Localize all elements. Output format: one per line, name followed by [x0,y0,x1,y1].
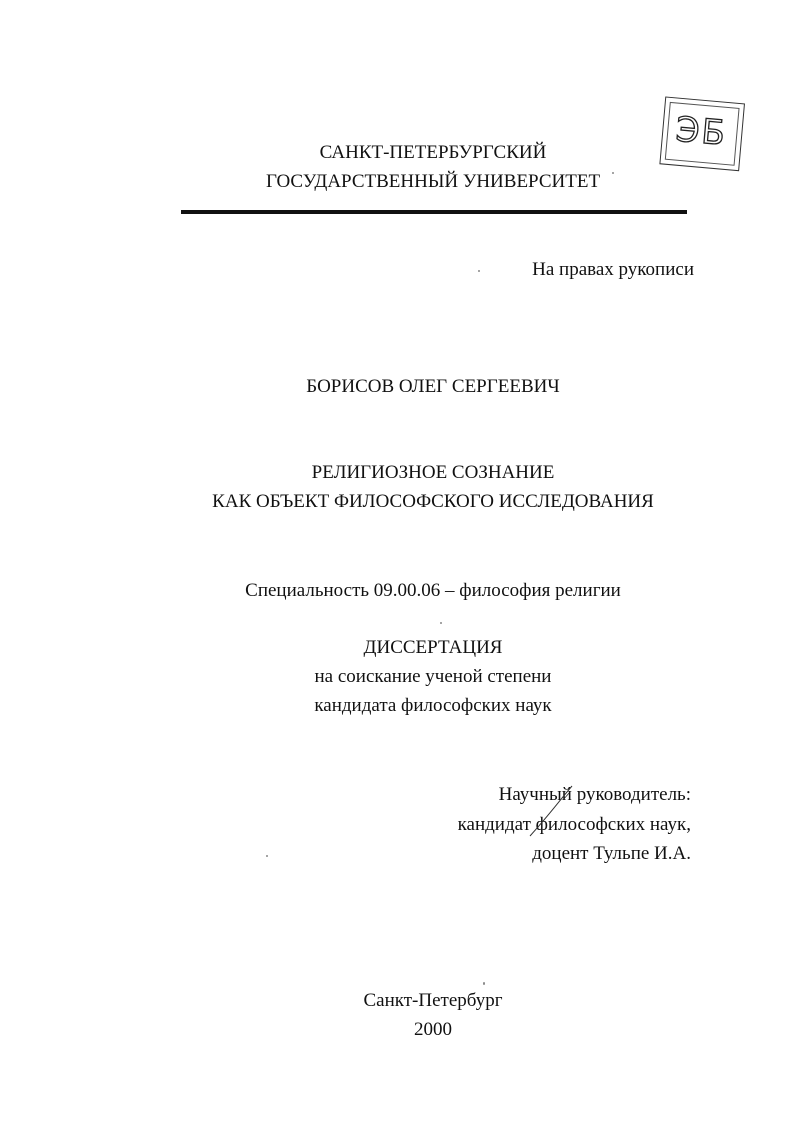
scan-speck [478,270,480,272]
specialty: Специальность 09.00.06 – философия религии [245,580,621,601]
supervisor-label: Научный руководитель: [498,784,691,805]
title-line-2: КАК ОБЪЕКТ ФИЛОСОФСКОГО ИССЛЕДОВАНИЯ [212,491,654,512]
dissertation-heading: ДИССЕРТАЦИЯ [363,637,503,658]
scan-speck [266,855,268,857]
supervisor-name: доцент Тульпе И.А. [532,843,691,864]
supervisor-degree: кандидат философских наук, [457,814,691,835]
university-line-1: САНКТ-ПЕТЕРБУРГСКИЙ [319,142,547,163]
manuscript-note: На правах рукописи [532,259,694,280]
footer-year: 2000 [414,1019,452,1040]
title-line-1: РЕЛИГИОЗНОЕ СОЗНАНИЕ [311,462,555,483]
stamp-text: ЭБ [674,109,729,154]
university-line-2: ГОСУДАРСТВЕННЫЙ УНИВЕРСИТЕТ [265,171,601,192]
pen-mark [520,780,580,842]
library-stamp [659,96,749,175]
footer-city: Санкт-Петербург [363,990,503,1011]
dissertation-line-1: на соискание ученой степени [314,666,552,687]
dissertation-line-2: кандидата философских наук [314,695,552,716]
scan-speck [483,982,485,985]
scan-speck [612,172,614,174]
header-rule [181,210,687,214]
author-name: БОРИСОВ ОЛЕГ СЕРГЕЕВИЧ [306,376,560,397]
scan-speck [440,622,442,624]
